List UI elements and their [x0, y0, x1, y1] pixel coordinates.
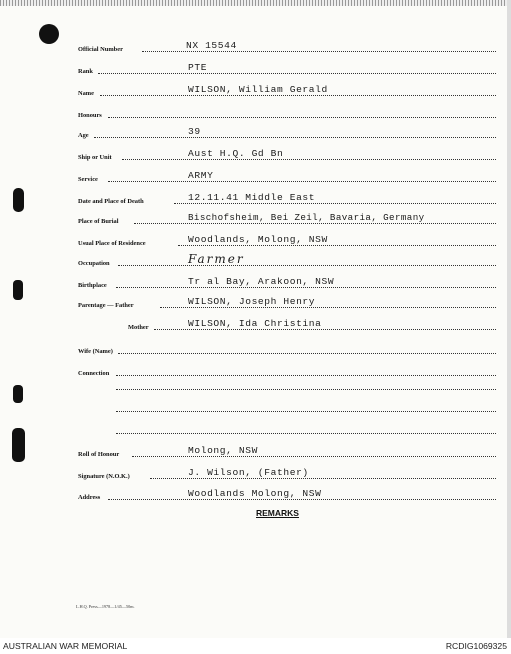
label-burial: Place of Burial	[78, 218, 119, 225]
label-ship-or-unit: Ship or Unit	[78, 154, 112, 161]
label-birthplace: Birthplace	[78, 282, 107, 289]
row-burial	[78, 210, 496, 226]
value-death: 12.11.41 Middle East	[188, 192, 316, 203]
binder-slot-middle	[13, 280, 23, 300]
scan-right-edge	[507, 0, 511, 638]
connection-line-2	[116, 389, 496, 390]
row-occupation	[78, 252, 496, 268]
label-mother: Mother	[128, 324, 149, 331]
value-roll-of-honour: Molong, NSW	[188, 445, 258, 456]
row-death	[78, 190, 496, 206]
row-rank	[78, 60, 496, 76]
row-mother	[78, 316, 496, 332]
footer-source: AUSTRALIAN WAR MEMORIAL	[3, 641, 128, 651]
value-residence: Woodlands, Molong, NSW	[188, 234, 328, 245]
row-service	[78, 168, 496, 184]
label-official-number: Official Number	[78, 46, 123, 53]
label-signature: Signature (N.O.K.)	[78, 473, 130, 480]
value-father: WILSON, Joseph Henry	[188, 296, 316, 307]
binder-slot-lower	[13, 385, 23, 403]
row-father	[78, 294, 496, 310]
row-signature	[78, 465, 496, 481]
row-connection	[78, 362, 496, 378]
label-age: Age	[78, 132, 89, 139]
row-honours	[78, 104, 496, 120]
value-age: 39	[188, 126, 201, 137]
label-honours: Honours	[78, 112, 102, 119]
label-address: Address	[78, 494, 101, 501]
value-birthplace: Tr al Bay, Arakoon, NSW	[188, 276, 335, 287]
row-ship-or-unit	[78, 146, 496, 162]
row-address	[78, 486, 496, 502]
label-father: Parentage — Father	[78, 302, 134, 309]
label-name: Name	[78, 90, 94, 97]
row-roll-of-honour	[78, 443, 496, 459]
value-burial: Bischofsheim, Bei Zeil, Bavaria, Germany	[188, 212, 425, 223]
row-wife	[78, 340, 496, 356]
label-service: Service	[78, 176, 98, 183]
row-residence	[78, 232, 496, 248]
label-residence: Usual Place of Residence	[78, 240, 146, 247]
scan-top-edge	[0, 0, 511, 6]
value-name: WILSON, William Gerald	[188, 84, 328, 95]
binder-slot-upper	[13, 188, 24, 212]
printer-note: L.H.Q. Press—1978—1/45—50m.	[76, 604, 135, 609]
remarks-heading: REMARKS	[256, 508, 299, 518]
label-death: Date and Place of Death	[78, 198, 144, 205]
label-occupation: Occupation	[78, 260, 110, 267]
value-signature: J. Wilson, (Father)	[188, 467, 309, 478]
value-rank: PTE	[188, 62, 208, 73]
row-official-number	[78, 38, 496, 54]
connection-line-3	[116, 411, 496, 412]
value-ship-or-unit: Aust H.Q. Gd Bn	[188, 148, 284, 159]
value-mother: WILSON, Ida Christina	[188, 318, 322, 329]
row-name	[78, 82, 496, 98]
punch-hole-top	[39, 24, 59, 44]
value-service: ARMY	[188, 170, 214, 181]
value-official-number: NX 15544	[186, 40, 237, 51]
binder-slot-bottom	[12, 428, 25, 462]
row-age	[78, 124, 496, 140]
label-connection: Connection	[78, 370, 110, 377]
label-roll-of-honour: Roll of Honour	[78, 451, 120, 458]
value-address: Woodlands Molong, NSW	[188, 488, 322, 499]
row-birthplace	[78, 274, 496, 290]
connection-line-4	[116, 433, 496, 434]
label-wife: Wife (Name)	[78, 348, 113, 355]
value-occupation: Farmer	[188, 252, 245, 266]
footer-record-id: RCDIG1069325	[445, 641, 507, 651]
label-rank: Rank	[78, 68, 93, 75]
